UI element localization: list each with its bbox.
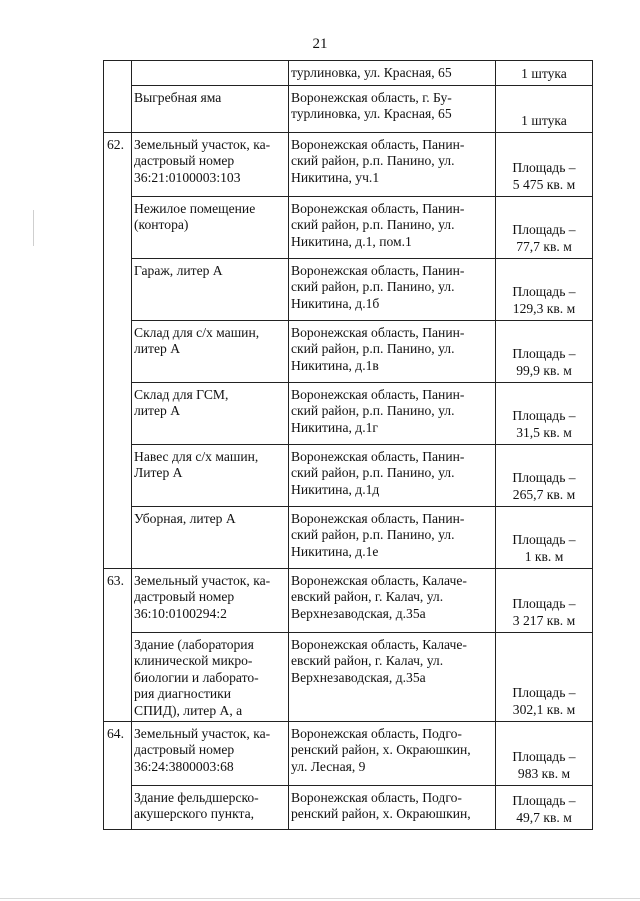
text-line: Склад для ГСМ, [134, 387, 229, 402]
text-line: Площадь – [512, 346, 576, 362]
text-line: Площадь – [512, 222, 576, 238]
object-address [289, 383, 496, 445]
text-line: Никитина, д.1г [291, 419, 378, 435]
text-line: Навес для с/х машин, [134, 449, 259, 464]
object-area [496, 445, 593, 507]
object-area [496, 633, 593, 722]
object-address [289, 507, 496, 569]
text-line: ский район, р.п. Панино, ул. [291, 279, 455, 295]
object-address [289, 569, 496, 633]
text-line: Земельный участок, ка- [134, 726, 271, 741]
text-line: дастровый номер [134, 153, 235, 169]
text-line: Гараж, литер А [134, 263, 223, 278]
object-area [496, 569, 593, 633]
table-row [104, 569, 593, 633]
text-line: ский район, р.п. Панино, ул. [291, 527, 455, 543]
text-line: Верхнезаводская, д.35а [291, 605, 426, 621]
object-name [132, 61, 289, 86]
item-number: 63. [104, 569, 132, 722]
text-line: Воронежская область, Панин- [291, 449, 465, 464]
object-name [132, 786, 289, 830]
object-name [132, 633, 289, 722]
text-line: Уборная, литер А [134, 511, 236, 526]
object-address [289, 86, 496, 133]
text-line: Никитина, д.1е [291, 543, 379, 559]
text-line: Никитина, д.1д [291, 481, 380, 497]
text-line: Воронежская область, Панин- [291, 201, 465, 216]
text-line: Земельный участок, ка- [134, 137, 271, 152]
object-address [289, 61, 496, 86]
text-line: 1 штука [521, 65, 567, 81]
object-area [496, 61, 593, 86]
text-line: евский район, г. Калач, ул. [291, 589, 444, 605]
object-area [496, 259, 593, 321]
text-line: дастровый номер [134, 589, 235, 605]
object-name [132, 259, 289, 321]
text-line: Воронежская область, г. Бу- [291, 90, 452, 105]
object-name [132, 507, 289, 569]
object-name [132, 569, 289, 633]
property-table [103, 60, 593, 830]
text-line: турлиновка, ул. Красная, 65 [291, 106, 452, 122]
text-line: Воронежская область, Панин- [291, 325, 465, 340]
text-line: литер А [134, 403, 181, 419]
table-row [104, 445, 593, 507]
text-line: 3 217 кв. м [512, 612, 576, 628]
text-line: Земельный участок, ка- [134, 573, 271, 588]
text-line: ский район, р.п. Панино, ул. [291, 465, 455, 481]
table-row [104, 507, 593, 569]
object-address [289, 722, 496, 786]
table-row [104, 197, 593, 259]
text-line: 983 кв. м [517, 765, 571, 781]
text-line: СПИД), литер А, а [134, 702, 243, 718]
table-row [104, 633, 593, 722]
text-line: 129,3 кв. м [512, 300, 576, 316]
object-area [496, 321, 593, 383]
object-address [289, 321, 496, 383]
text-line: (контора) [134, 217, 189, 233]
object-name [132, 197, 289, 259]
text-line: Склад для с/х машин, [134, 325, 260, 340]
text-line: Воронежская область, Калаче- [291, 637, 467, 652]
margin-mark [33, 210, 34, 246]
text-line: 1 кв. м [524, 548, 564, 564]
text-line: Воронежская область, Панин- [291, 387, 465, 402]
item-number [104, 61, 132, 133]
text-line: ренский район, х. Окраюшкин, [291, 742, 471, 758]
object-area [496, 133, 593, 197]
object-address [289, 197, 496, 259]
text-line: 36:10:0100294:2 [134, 605, 227, 621]
table-row [104, 321, 593, 383]
object-address [289, 633, 496, 722]
table-row [104, 259, 593, 321]
text-line: клинической микро- [134, 653, 253, 669]
text-line: Воронежская область, Панин- [291, 263, 465, 278]
text-line: дастровый номер [134, 742, 235, 758]
text-line: Верхнезаводская, д.35а [291, 669, 426, 685]
table-row [104, 61, 593, 86]
text-line: Литер А [134, 465, 183, 481]
object-area [496, 507, 593, 569]
text-line: Никитина, д.1в [291, 357, 379, 373]
text-line: Площадь – [512, 470, 576, 486]
text-line: ский район, р.п. Панино, ул. [291, 217, 455, 233]
table-row [104, 722, 593, 786]
table-row [104, 86, 593, 133]
object-name [132, 86, 289, 133]
text-line: Площадь – [512, 685, 576, 701]
text-line: Воронежская область, Подго- [291, 726, 462, 741]
object-name [132, 383, 289, 445]
text-line: Выгребная яма [134, 90, 222, 105]
text-line: 265,7 кв. м [512, 486, 576, 502]
text-line: Воронежская область, Панин- [291, 137, 465, 152]
text-line: Воронежская область, Калаче- [291, 573, 467, 588]
text-line: ренский район, х. Окраюшкин, [291, 806, 471, 822]
text-line: ул. Лесная, 9 [291, 758, 366, 774]
text-line: Площадь – [512, 284, 576, 300]
text-line: Никитина, д.1б [291, 295, 380, 311]
object-address [289, 445, 496, 507]
text-line: Площадь – [512, 160, 576, 176]
page-number: 21 [312, 36, 328, 52]
object-name [132, 133, 289, 197]
text-line: 302,1 кв. м [512, 701, 576, 717]
object-area [496, 786, 593, 830]
text-line: биологии и лаборато- [134, 669, 259, 685]
object-address [289, 786, 496, 830]
text-line: Никитина, уч.1 [291, 169, 380, 185]
text-line: турлиновка, ул. Красная, 65 [291, 65, 452, 80]
object-area [496, 383, 593, 445]
object-area [496, 722, 593, 786]
text-line: Площадь – [512, 408, 576, 424]
text-line: литер А [134, 341, 181, 357]
text-line: Здание (лаборатория [134, 637, 254, 652]
text-line: Площадь – [512, 793, 576, 809]
text-line: Нежилое помещение [134, 201, 256, 216]
text-line: Никитина, д.1, пом.1 [291, 233, 412, 249]
text-line: 49,7 кв. м [516, 809, 572, 825]
text-line: 36:24:3800003:68 [134, 758, 234, 774]
text-line: 99,9 кв. м [516, 362, 572, 378]
text-line: 1 штука [521, 112, 567, 128]
object-name [132, 321, 289, 383]
text-line: Площадь – [512, 749, 576, 765]
text-line: ский район, р.п. Панино, ул. [291, 153, 455, 169]
text-line: Воронежская область, Подго- [291, 790, 462, 805]
text-line: евский район, г. Калач, ул. [291, 653, 444, 669]
object-area [496, 197, 593, 259]
object-name [132, 722, 289, 786]
text-line: рия диагностики [134, 686, 232, 702]
text-line: Площадь – [512, 596, 576, 612]
text-line: акушерского пункта, [134, 806, 255, 822]
object-name [132, 445, 289, 507]
object-area [496, 86, 593, 133]
object-address [289, 259, 496, 321]
text-line: 31,5 кв. м [516, 424, 572, 440]
text-line: 77,7 кв. м [516, 238, 572, 254]
text-line: Здание фельдшерско- [134, 790, 259, 805]
text-line: 36:21:0100003:103 [134, 169, 241, 185]
item-number: 62. [104, 133, 132, 569]
text-line: 5 475 кв. м [512, 176, 576, 192]
page-bottom-rule [0, 898, 640, 899]
text-line: ский район, р.п. Панино, ул. [291, 403, 455, 419]
text-line: ский район, р.п. Панино, ул. [291, 341, 455, 357]
text-line: Площадь – [512, 532, 576, 548]
table-row [104, 786, 593, 830]
table-row [104, 133, 593, 197]
table-row [104, 383, 593, 445]
object-address [289, 133, 496, 197]
item-number: 64. [104, 722, 132, 830]
text-line: Воронежская область, Панин- [291, 511, 465, 526]
